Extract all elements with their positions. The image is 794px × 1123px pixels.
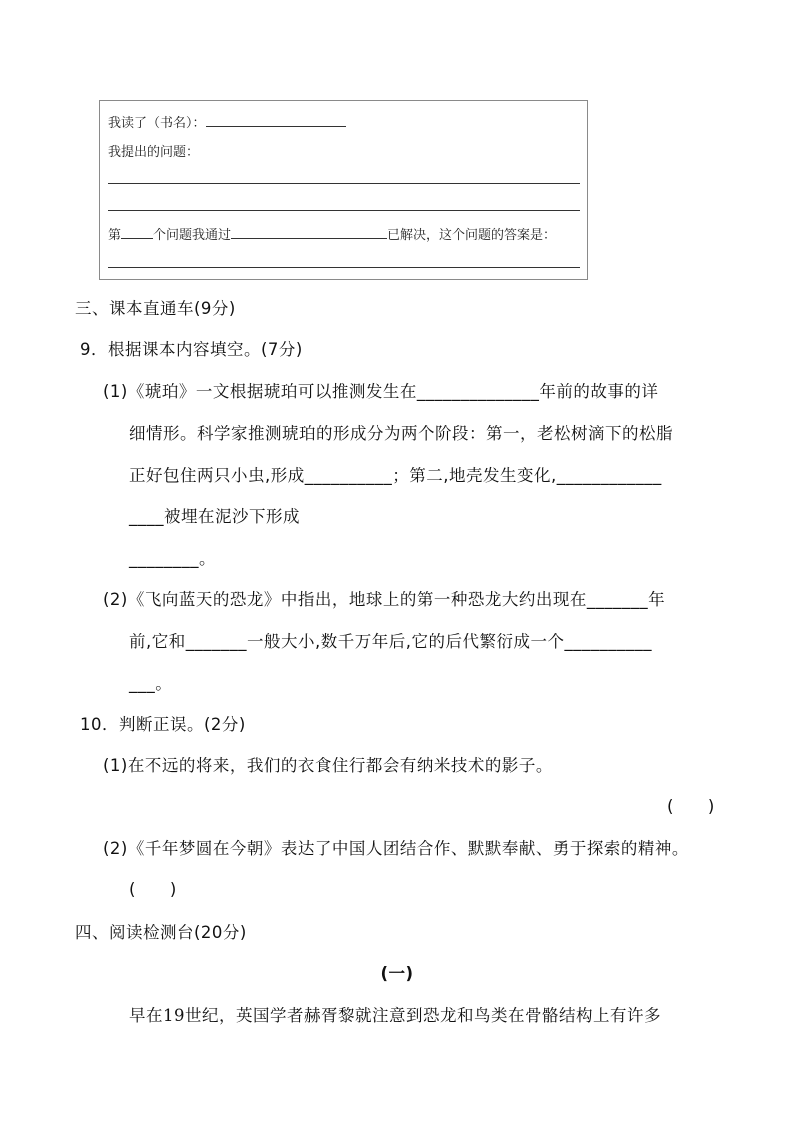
- q9-p2-line3: ___。: [129, 674, 173, 693]
- answer-prefix: 第: [108, 228, 122, 243]
- book-name-row: [108, 112, 346, 131]
- q10-answer-bracket-1[interactable]: ( ): [667, 797, 715, 816]
- q9-p2-line1: (2)《飞向蓝天的恐龙》中指出，地球上的第一种恐龙大约出现在_______年: [103, 590, 666, 609]
- q10-answer-bracket-2[interactable]: ( ): [129, 880, 177, 899]
- q9-p1-line5: ________。: [129, 549, 216, 568]
- method-blank[interactable]: [231, 226, 387, 239]
- question-number-blank[interactable]: [121, 226, 153, 239]
- answer-middle: 个问题我通过: [153, 228, 232, 243]
- question-label: 我提出的问题：: [108, 145, 200, 160]
- answer-row: [108, 224, 556, 243]
- question-blank-line-1[interactable]: [108, 183, 580, 184]
- answer-suffix: 已解决，这个问题的答案是：: [387, 228, 557, 243]
- passage-first-line: 早在19世纪，英国学者赫胥黎就注意到恐龙和鸟类在骨骼结构上有许多: [129, 1006, 661, 1025]
- section-4-heading: 四、阅读检测台(20分): [75, 923, 247, 942]
- book-name-label: 我读了（书名）：: [108, 116, 206, 131]
- q10-statement-2: (2)《千年梦圆在今朝》表达了中国人团结合作、默默奉献、勇于探索的精神。: [103, 839, 689, 858]
- q9-p2-line2: 前,它和_______一般大小,数千万年后,它的后代繁衍成一个__________: [129, 632, 652, 651]
- book-name-blank[interactable]: [206, 114, 346, 127]
- passage-number: (一): [380, 964, 414, 983]
- q10-statement-1: (1)在不远的将来，我们的衣食住行都会有纳米技术的影子。: [103, 756, 553, 775]
- q9-title: 9．根据课本内容填空。(7分): [80, 340, 303, 359]
- q9-p1-line3: 正好包住两只小虫,形成__________；第二,地壳发生变化,____________: [129, 466, 662, 485]
- q9-p1-line1: (1)《琥珀》一文根据琥珀可以推测发生在______________年前的故事的详: [103, 382, 659, 401]
- answer-blank-line[interactable]: [108, 267, 580, 268]
- q9-p1-line2: 细情形。科学家推测琥珀的形成分为两个阶段：第一，老松树滴下的松脂: [129, 424, 673, 443]
- q10-title: 10．判断正误。(2分): [80, 715, 246, 734]
- question-blank-line-2[interactable]: [108, 210, 580, 211]
- section-3-heading: 三、课本直通车(9分): [75, 299, 236, 318]
- q9-p1-line4: ____被埋在泥沙下形成: [129, 507, 300, 526]
